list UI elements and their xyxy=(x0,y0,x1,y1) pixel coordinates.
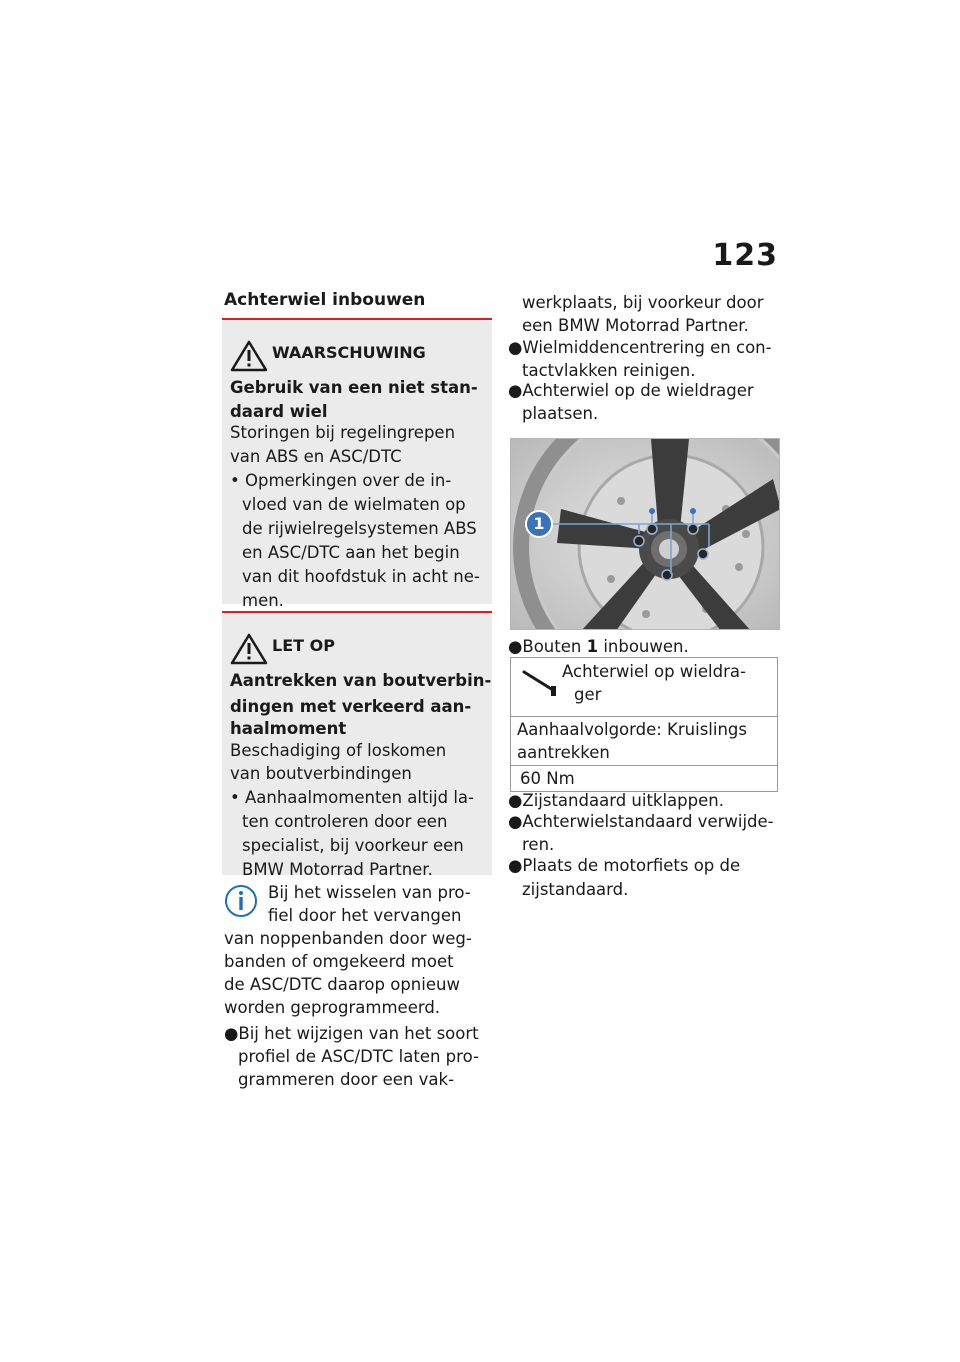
spec-value: 60 Nm xyxy=(511,765,777,791)
caution-bullet: • Aanhaalmomenten altijd la- xyxy=(230,788,474,807)
step-text: werkplaats, bij voorkeur door xyxy=(522,293,764,312)
torque-spec-table xyxy=(510,657,778,792)
step-text: ●Achterwielstandaard verwijde- xyxy=(508,812,774,831)
caution-body: Beschadiging of loskomen xyxy=(230,741,447,760)
step-suffix: inbouwen. xyxy=(598,637,689,656)
caution-box xyxy=(222,611,492,879)
section-heading: Achterwiel inbouwen xyxy=(224,290,426,310)
info-text: fiel door het vervangen xyxy=(268,906,462,925)
warning-body: van ABS en ASC/DTC xyxy=(230,447,402,466)
page-number: 123 xyxy=(712,238,778,273)
spec-sequence-text: Aanhaalvolgorde: Kruislings xyxy=(517,720,747,739)
info-icon xyxy=(224,884,258,918)
caution-bullet: specialist, bij voorkeur een xyxy=(242,836,464,855)
spec-header xyxy=(511,658,777,716)
warning-bullet: men. xyxy=(242,591,284,610)
warning-box xyxy=(222,318,492,610)
step-text: profiel de ASC/DTC laten pro- xyxy=(238,1047,479,1066)
caution-subject: dingen met verkeerd aan- xyxy=(230,697,472,716)
warning-subject: daard wiel xyxy=(230,402,328,421)
wheel-illustration xyxy=(511,439,780,630)
step-text: ●Bij het wijzigen van het soort xyxy=(224,1024,479,1043)
warning-bullet: en ASC/DTC aan het begin xyxy=(242,543,460,562)
step-text: ●Achterwiel op de wieldrager xyxy=(508,381,754,400)
caution-body: van boutverbindingen xyxy=(230,764,412,783)
wheel-figure xyxy=(510,438,780,630)
caution-title: LET OP xyxy=(272,636,335,655)
warning-triangle-icon xyxy=(230,340,268,372)
caution-subject: Aantrekken van boutverbin- xyxy=(230,671,492,690)
step-text: tactvlakken reinigen. xyxy=(522,361,696,380)
warning-bullet: • Opmerkingen over de in- xyxy=(230,471,452,490)
step-text: ●Wielmiddencentrering en con- xyxy=(508,338,772,357)
info-text: van noppenbanden door weg- xyxy=(224,929,472,948)
caution-bullet: BMW Motorrad Partner. xyxy=(242,860,433,879)
step-text: grammeren door een vak- xyxy=(238,1070,455,1089)
step-text: een BMW Motorrad Partner. xyxy=(522,316,749,335)
spec-sequence xyxy=(511,716,777,765)
spec-component: ger xyxy=(574,685,602,704)
caution-subject: haalmoment xyxy=(230,719,347,738)
warning-triangle-icon xyxy=(230,633,268,665)
warning-bullet: de rijwielregelsystemen ABS xyxy=(242,519,477,538)
warning-bullet: vloed van de wielmaten op xyxy=(242,495,466,514)
caution-bullet: ten controleren door een xyxy=(242,812,448,831)
step-text: ●Zijstandaard uitklappen. xyxy=(508,791,724,810)
info-text: Bij het wisselen van pro- xyxy=(268,883,471,902)
warning-body: Storingen bij regelingrepen xyxy=(230,423,456,442)
info-text: de ASC/DTC daarop opnieuw xyxy=(224,975,460,994)
figure-callout: 1 xyxy=(533,514,545,533)
info-text: worden geprogrammeerd. xyxy=(224,998,441,1017)
info-text: banden of omgekeerd moet xyxy=(224,952,454,971)
spec-sequence-text: aantrekken xyxy=(517,743,610,762)
step-reference: 1 xyxy=(586,637,599,656)
step-text xyxy=(508,635,689,658)
warning-bullet: van dit hoofdstuk in acht ne- xyxy=(242,567,480,586)
torque-wrench-icon xyxy=(521,668,561,698)
step-text: zijstandaard. xyxy=(522,880,629,899)
warning-subject: Gebruik van een niet stan- xyxy=(230,378,478,397)
warning-title: WAARSCHUWING xyxy=(272,343,426,362)
step-text: ●Plaats de motorfiets op de xyxy=(508,856,741,875)
step-prefix: ●Bouten xyxy=(508,637,587,656)
step-text: plaatsen. xyxy=(522,404,599,423)
step-text: ren. xyxy=(522,835,555,854)
spec-component: Achterwiel op wieldra- xyxy=(562,662,746,681)
